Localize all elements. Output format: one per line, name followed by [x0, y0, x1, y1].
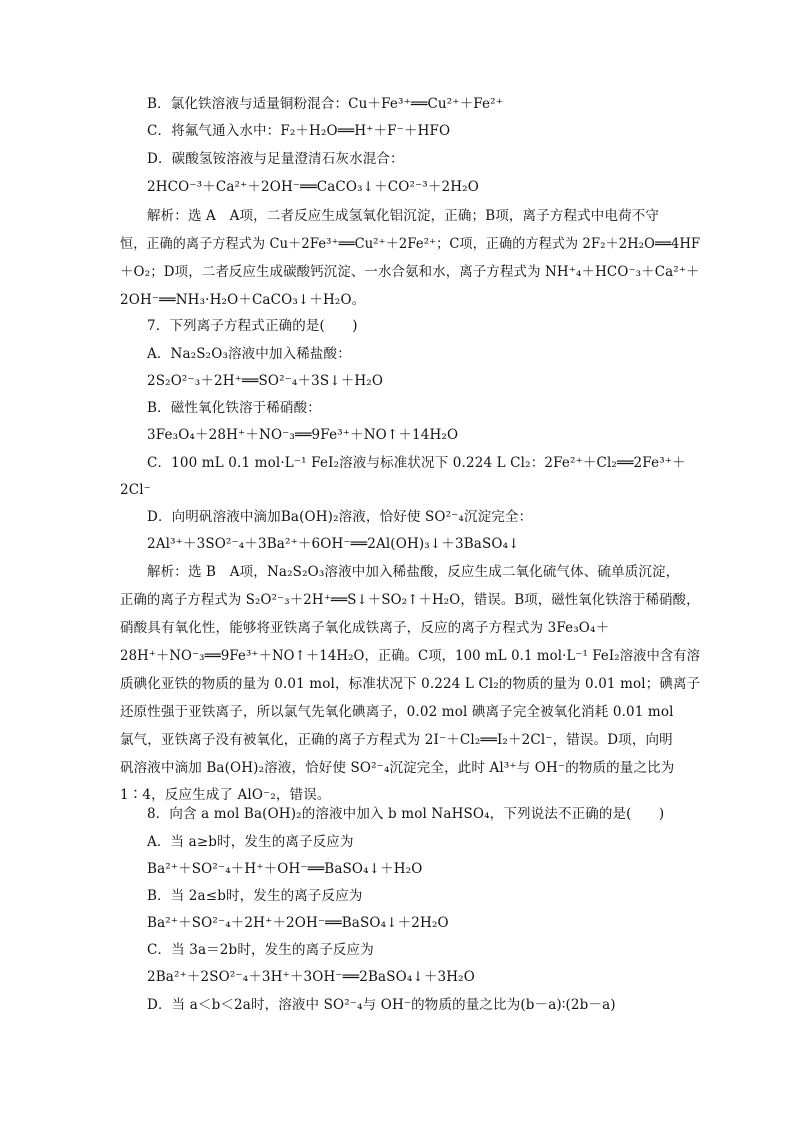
q6-option-b: B．氯化铁溶液与适量铜粉混合：Cu＋Fe³⁺══Cu²⁺＋Fe²⁺ [147, 96, 504, 112]
q8-option-b: B．当 2a≤b时，发生的离子反应为 [147, 888, 363, 904]
q7-solution-line-9: 1∶4，反应生成了 AlO⁻₂，错误。 [120, 787, 331, 803]
q8-option-a-equation: Ba²⁺＋SO²⁻₄＋H⁺＋OH⁻══BaSO₄↓＋H₂O [147, 861, 423, 877]
q6-option-c: C．将氟气通入水中：F₂＋H₂O══H⁺＋F⁻＋HFO [147, 123, 451, 139]
q7-option-d: D．向明矾溶液中滴加Ba(OH)₂溶液，恰好使 SO²⁻₄沉淀完全： [147, 509, 533, 525]
q6-solution-line-2: 恒，正确的离子方程式为 Cu＋2Fe³⁺══Cu²⁺＋2Fe²⁺；C项，正确的方程式为 2F₂＋2H₂O══4HF [120, 236, 701, 252]
q7-solution-line-8: 矾溶液中滴加 Ba(OH)₂溶液，恰好使 SO²⁻₄沉淀完全，此时 Al³⁺与 OH⁻的物质的量之比为 [120, 760, 675, 776]
q6-solution-line-4: 2OH⁻══NH₃·H₂O＋CaCO₃↓＋H₂O。 [120, 292, 366, 308]
q7-option-d-equation: 2Al³⁺＋3SO²⁻₄＋3Ba²⁺＋6OH⁻══2Al(OH)₃↓＋3BaSO₄↓ [147, 536, 520, 552]
q7-option-c-continued: 2Cl⁻ [120, 482, 151, 498]
q7-option-b-equation: 3Fe₃O₄＋28H⁺＋NO⁻₃══9Fe³⁺＋NO↑＋14H₂O [147, 427, 459, 443]
q7-stem: 7．下列离子方程式正确的是( ) [147, 318, 358, 334]
q7-solution-line-6: 还原性强于亚铁离子，所以氯气先氧化碘离子，0.02 mol 碘离子完全被氧化消耗 0.01 mol [120, 704, 674, 720]
q7-option-a-equation: 2S₂O²⁻₃＋2H⁺══SO²⁻₄＋3S↓＋H₂O [147, 373, 384, 389]
q6-solution-line-1: 解析：选 A A项，二者反应生成氢氧化铝沉淀，正确；B项，离子方程式中电荷不守 [147, 208, 660, 224]
q7-option-b: B．磁性氧化铁溶于稀硝酸： [147, 400, 321, 416]
q8-option-b-equation: Ba²⁺＋SO²⁻₄＋2H⁺＋2OH⁻══BaSO₄↓＋2H₂O [147, 915, 449, 931]
q7-solution-line-7: 氯气，亚铁离子没有被氧化，正确的离子方程式为 2I⁻＋Cl₂══I₂＋2Cl⁻，错误。D项，向明 [120, 732, 673, 748]
q6-solution-line-3: ＋O₂；D项，二者反应生成碳酸钙沉淀、一水合氨和水，离子方程式为 NH⁺₄＋HCO⁻₃＋Ca²⁺＋ [120, 264, 700, 280]
q7-solution-line-2: 正确的离子方程式为 S₂O²⁻₃＋2H⁺══S↓＋SO₂↑＋H₂O，错误。B项，磁性氧化铁溶于稀硝酸， [120, 592, 700, 608]
q7-solution-line-1: 解析：选 B A项，Na₂S₂O₃溶液中加入稀盐酸，反应生成二氧化硫气体、硫单质沉淀， [147, 564, 680, 580]
q8-option-d: D．当 a＜b＜2a时，溶液中 SO²⁻₄与 OH⁻的物质的量之比为(b－a)∶(2b－a) [147, 997, 616, 1013]
q7-solution-line-5: 质碘化亚铁的物质的量为 0.01 mol，标准状况下 0.224 L Cl₂的物质的量为 0.01 mol；碘离子 [120, 676, 701, 692]
q6-option-d-equation: 2HCO⁻³＋Ca²⁺＋2OH⁻══CaCO₃↓＋CO²⁻³＋2H₂O [147, 179, 479, 195]
q8-option-c-equation: 2Ba²⁺＋2SO²⁻₄＋3H⁺＋3OH⁻══2BaSO₄↓＋3H₂O [147, 969, 475, 985]
q8-option-c: C．当 3a＝2b时，发生的离子反应为 [147, 942, 374, 958]
q8-stem: 8．向含 a mol Ba(OH)₂的溶液中加入 b mol NaHSO₄，下列说法不正确的是( ) [147, 806, 665, 822]
q6-option-d: D．碳酸氢铵溶液与足量澄清石灰水混合： [147, 151, 404, 167]
q7-option-c: C．100 mL 0.1 mol·L⁻¹ FeI₂溶液与标准状况下 0.224 L Cl₂：2Fe²⁺＋Cl₂══2Fe³⁺＋ [147, 455, 686, 471]
q8-option-a: A．当 a≥b时，发生的离子反应为 [147, 834, 354, 850]
q7-option-a: A．Na₂S₂O₃溶液中加入稀盐酸： [147, 346, 351, 362]
q7-solution-line-4: 28H⁺＋NO⁻₃══9Fe³⁺＋NO↑＋14H₂O，正确。C项，100 mL 0.1 mol·L⁻¹ FeI₂溶液中含有溶 [120, 648, 700, 664]
q7-solution-line-3: 硝酸具有氧化性，能够将亚铁离子氧化成铁离子，反应的离子方程式为 3Fe₃O₄＋ [120, 620, 610, 636]
